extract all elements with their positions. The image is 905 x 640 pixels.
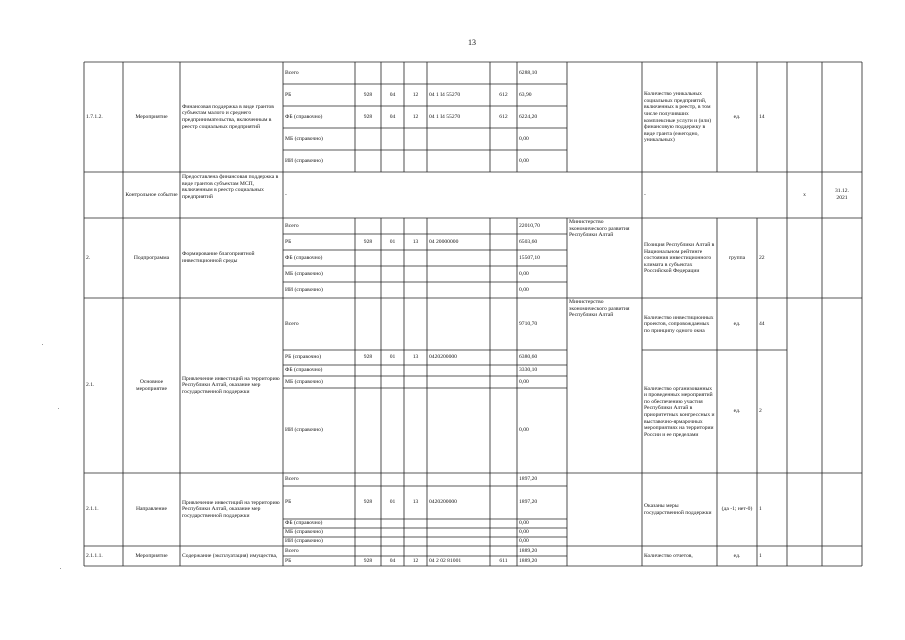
grbs-code: [357, 388, 379, 473]
indicator-name: Позиция Республики Алтай в Национальном рейтинге состояния инвестиционного климата в субъектах Российской Федерации: [644, 242, 715, 275]
funding-amount: 1897,20: [519, 499, 538, 506]
funding-amount: 6224,20: [519, 113, 538, 120]
row-type: Основное мероприятие: [136, 378, 167, 392]
funding-amount: 15507,10: [519, 254, 540, 261]
indicator-unit: ед.: [733, 113, 741, 120]
funding-amount: 0,00: [519, 270, 529, 277]
row-name: Содержание (эксплуатация) имущества,: [182, 552, 278, 559]
expense-type: [492, 234, 515, 250]
funding-amount: 63,90: [519, 91, 532, 98]
section-code: [383, 266, 402, 282]
subsection-code: 12: [412, 113, 419, 120]
target-article: [429, 473, 488, 486]
subsection-code: [406, 365, 425, 376]
section-code: [383, 62, 402, 84]
subsection-code: [406, 150, 425, 172]
expense-type: [492, 350, 515, 365]
control-date: 31.12. 2021: [835, 188, 849, 201]
expense-type: [492, 128, 515, 150]
indicator-value: 2: [759, 408, 762, 415]
subsection-code: 12: [412, 91, 419, 98]
expense-type: [492, 365, 515, 376]
subsection-code: [406, 528, 425, 537]
funding-source: ИИ (справочно): [285, 157, 323, 164]
grbs-code: [357, 537, 379, 546]
funding-source: ФБ (справочно): [285, 113, 323, 120]
grbs-code: [357, 546, 379, 556]
row-type: Подпрограмма: [133, 254, 170, 261]
funding-amount: 1897,20: [519, 476, 538, 483]
funding-amount: 1889,20: [519, 547, 538, 554]
funding-amount: 6288,10: [519, 69, 538, 76]
indicator-unit: ед.: [733, 552, 741, 559]
funding-source: РБ: [285, 499, 292, 506]
subsection-code: [406, 282, 425, 298]
subsection-code: [406, 519, 425, 528]
subsection-code: 12: [412, 557, 419, 564]
section-code: [383, 365, 402, 376]
funding-amount: 3330,10: [519, 367, 538, 374]
scan-speck: [42, 344, 43, 345]
row-number: 2.1.: [86, 382, 95, 389]
grbs-code: [357, 528, 379, 537]
subsection-code: [406, 62, 425, 84]
funding-amount: 0,00: [519, 529, 529, 536]
expense-type: [492, 519, 515, 528]
indicator-name: Количество уникальных социальных предприятий, включенных в реестр, в том числе получивших комплексные услуги и (или) финансовую поддержку в виде гранта (ежегодно, уникальных): [644, 91, 712, 144]
section-code: [383, 473, 402, 486]
expense-type: [492, 486, 515, 519]
subsection-code: [406, 128, 425, 150]
section-code: [383, 537, 402, 546]
indicator-value: 1: [759, 506, 762, 513]
funding-amount: 6380,60: [519, 354, 538, 361]
section-code: [383, 376, 402, 388]
funding-source: РБ: [285, 238, 292, 245]
row-name: Привлечение инвестиций на территорию Республики Алтай, оказание мер государственной поддержки: [182, 375, 280, 395]
target-article: [429, 266, 488, 282]
indicator-unit: группа: [728, 254, 746, 261]
expense-type: [492, 546, 515, 556]
x-mark: х: [803, 191, 806, 198]
grbs-code: [357, 298, 379, 350]
section-code: [383, 250, 402, 266]
target-article: [429, 150, 488, 172]
target-article: [429, 282, 488, 298]
expense-type: [492, 388, 515, 473]
executor: Министерство экономического развития Республики Алтай: [569, 299, 630, 319]
expense-type: [492, 298, 515, 350]
section-code: 01: [389, 238, 396, 245]
target-article: [429, 128, 488, 150]
expense-type: [492, 266, 515, 282]
indicator-value: 14: [759, 113, 765, 120]
expense-type: [492, 537, 515, 546]
grbs-code: [357, 218, 379, 234]
funding-source: ИИ (справочно): [285, 538, 323, 545]
target-article: 04 1 I4 55270: [429, 113, 461, 120]
subsection-code: [406, 250, 425, 266]
section-code: [383, 218, 402, 234]
funding-source: РБ: [285, 91, 292, 98]
target-article: [429, 519, 488, 528]
funding-source: МБ (справочно): [285, 270, 323, 277]
section-code: [383, 150, 402, 172]
indicator-value: 22: [759, 254, 765, 261]
subsection-code: 13: [412, 499, 419, 506]
row-number: 2.: [86, 254, 91, 261]
grbs-code: 928: [363, 499, 373, 506]
expense-type: [492, 376, 515, 388]
section-code: [383, 282, 402, 298]
expense-type: 612: [499, 91, 508, 98]
subsection-code: [406, 266, 425, 282]
row-number: 2.1.1.1.: [86, 552, 103, 559]
grbs-code: [357, 62, 379, 84]
grbs-code: [357, 519, 379, 528]
section-code: [383, 388, 402, 473]
row-number: 1.7.1.2.: [86, 113, 103, 120]
expense-type: [492, 62, 515, 84]
indicator-name: Количество отчетов,: [644, 553, 693, 560]
funding-source: Всего: [285, 69, 299, 76]
section-code: [383, 519, 402, 528]
funding-source: МБ (справочно): [285, 135, 323, 142]
section-code: [383, 528, 402, 537]
funding-amount: 0,00: [519, 520, 529, 527]
funding-amount: 0,00: [519, 427, 529, 434]
subsection-code: [406, 218, 425, 234]
target-article: [429, 62, 488, 84]
funding-source: МБ (справочно): [285, 529, 323, 536]
row-name: Предоставлена финансовая поддержка в виде грантов субъектам МСП, включенным в реестр социальных предприятий: [182, 174, 279, 200]
funding-source: МБ (справочно): [285, 378, 323, 385]
page-number: 13: [468, 38, 476, 47]
subsection-code: [406, 473, 425, 486]
grbs-code: 928: [363, 238, 373, 245]
indicator-value: 44: [759, 320, 765, 327]
target-article: [429, 365, 488, 376]
target-article: [429, 298, 488, 350]
funding-source: Всего: [285, 320, 299, 327]
grbs-code: [357, 282, 379, 298]
row-type: Направление: [135, 506, 168, 513]
dash: -: [644, 191, 646, 198]
subsection-code: 13: [412, 354, 419, 361]
grbs-code: 928: [363, 557, 373, 564]
funding-source: Всего: [285, 222, 299, 229]
grbs-code: [357, 365, 379, 376]
funding-source: ФБ (справочно): [285, 520, 323, 527]
subsection-code: 13: [412, 238, 419, 245]
grbs-code: 928: [363, 91, 373, 98]
grbs-code: [357, 473, 379, 486]
expense-type: 612: [499, 113, 508, 120]
target-article: [429, 376, 488, 388]
row-type: Контрольное событие: [125, 191, 178, 198]
subsection-code: [406, 388, 425, 473]
funding-amount: 0,00: [519, 538, 529, 545]
indicator-unit: (да -1; нет-0): [721, 506, 753, 513]
indicator-unit: ед.: [733, 320, 741, 327]
grbs-code: [357, 128, 379, 150]
subsection-code: [406, 376, 425, 388]
expense-type: [492, 528, 515, 537]
expense-type: [492, 282, 515, 298]
funding-amount: 0,00: [519, 135, 529, 142]
row-number: 2.1.1.: [86, 506, 99, 513]
funding-source: ФБ (справочно): [285, 254, 323, 261]
expense-type: [492, 218, 515, 234]
section-code: 01: [389, 354, 396, 361]
grbs-code: 928: [363, 354, 373, 361]
funding-amount: 6503,60: [519, 238, 538, 245]
target-article: 04 1 I4 55270: [429, 91, 461, 98]
dash: -: [285, 191, 287, 198]
funding-amount: 0,00: [519, 286, 529, 293]
expense-type: [492, 473, 515, 486]
expense-type: [492, 150, 515, 172]
section-code: 04: [389, 113, 396, 120]
section-code: 01: [389, 499, 396, 506]
target-article: 04 20000000: [429, 238, 459, 245]
section-code: 04: [389, 91, 396, 98]
target-article: [429, 537, 488, 546]
target-article: [429, 388, 488, 473]
section-code: 04: [389, 557, 396, 564]
target-article: [429, 546, 488, 556]
section-code: [383, 128, 402, 150]
expense-type: 611: [499, 557, 508, 564]
funding-amount: 0,00: [519, 378, 529, 385]
target-article: 04 2 02 81001: [429, 557, 462, 564]
funding-source: Всего: [285, 547, 299, 554]
grbs-code: [357, 150, 379, 172]
grbs-code: 928: [363, 113, 373, 120]
indicator-name: Количество инвестиционных проектов, сопровождаемых по принципу одного окна: [644, 314, 714, 334]
subsection-code: [406, 537, 425, 546]
scan-speck: [60, 568, 61, 569]
grbs-code: [357, 266, 379, 282]
funding-source: ИИ (справочно): [285, 286, 323, 293]
funding-source: ИИ (справочно): [285, 427, 323, 434]
indicator-name: Оказаны меры государственной поддержки: [644, 503, 712, 516]
scan-speck: [58, 408, 59, 409]
row-name: Формирование благоприятной инвестиционной среды: [182, 251, 255, 264]
grbs-code: [357, 250, 379, 266]
subsection-code: [406, 546, 425, 556]
target-article: [429, 218, 488, 234]
funding-source: ФБ (справочно): [285, 367, 323, 374]
funding-source: РБ: [285, 557, 292, 564]
row-type: Мероприятие: [135, 113, 168, 120]
funding-amount: 0,00: [519, 157, 529, 164]
indicator-unit: ед.: [733, 408, 741, 415]
indicator-value: 1: [759, 552, 762, 559]
row-name: Привлечение инвестиций на территорию Республики Алтай, оказание мер государственной поддержки: [182, 499, 280, 519]
funding-amount: 9710,70: [519, 320, 538, 327]
indicator-name: Количество организованных и проведенных мероприятий по обеспечению участия Республики Алтай в приоритетных конгрессных и выставочно-ярмарочных мероприятиях на территории России и ее пределами: [644, 385, 715, 438]
expense-type: [492, 250, 515, 266]
subsection-code: [406, 298, 425, 350]
row-name: Финансовая поддержка в виде грантов субъектам малого и среднего предпринимательства, включенным в реестр социальных предприятий: [182, 103, 274, 130]
target-article: 0420200000: [429, 354, 457, 361]
target-article: [429, 250, 488, 266]
funding-amount: 1889,20: [519, 557, 538, 564]
funding-amount: 22010,70: [519, 222, 540, 229]
target-article: 0420200000: [429, 499, 457, 506]
row-type: Мероприятие: [135, 552, 168, 559]
target-article: [429, 528, 488, 537]
funding-source: Всего: [285, 476, 299, 483]
section-code: [383, 298, 402, 350]
section-code: [383, 546, 402, 556]
executor: Министерство экономического развития Республики Алтай: [569, 219, 630, 239]
funding-source: РБ (справочно): [285, 354, 322, 361]
grbs-code: [357, 376, 379, 388]
